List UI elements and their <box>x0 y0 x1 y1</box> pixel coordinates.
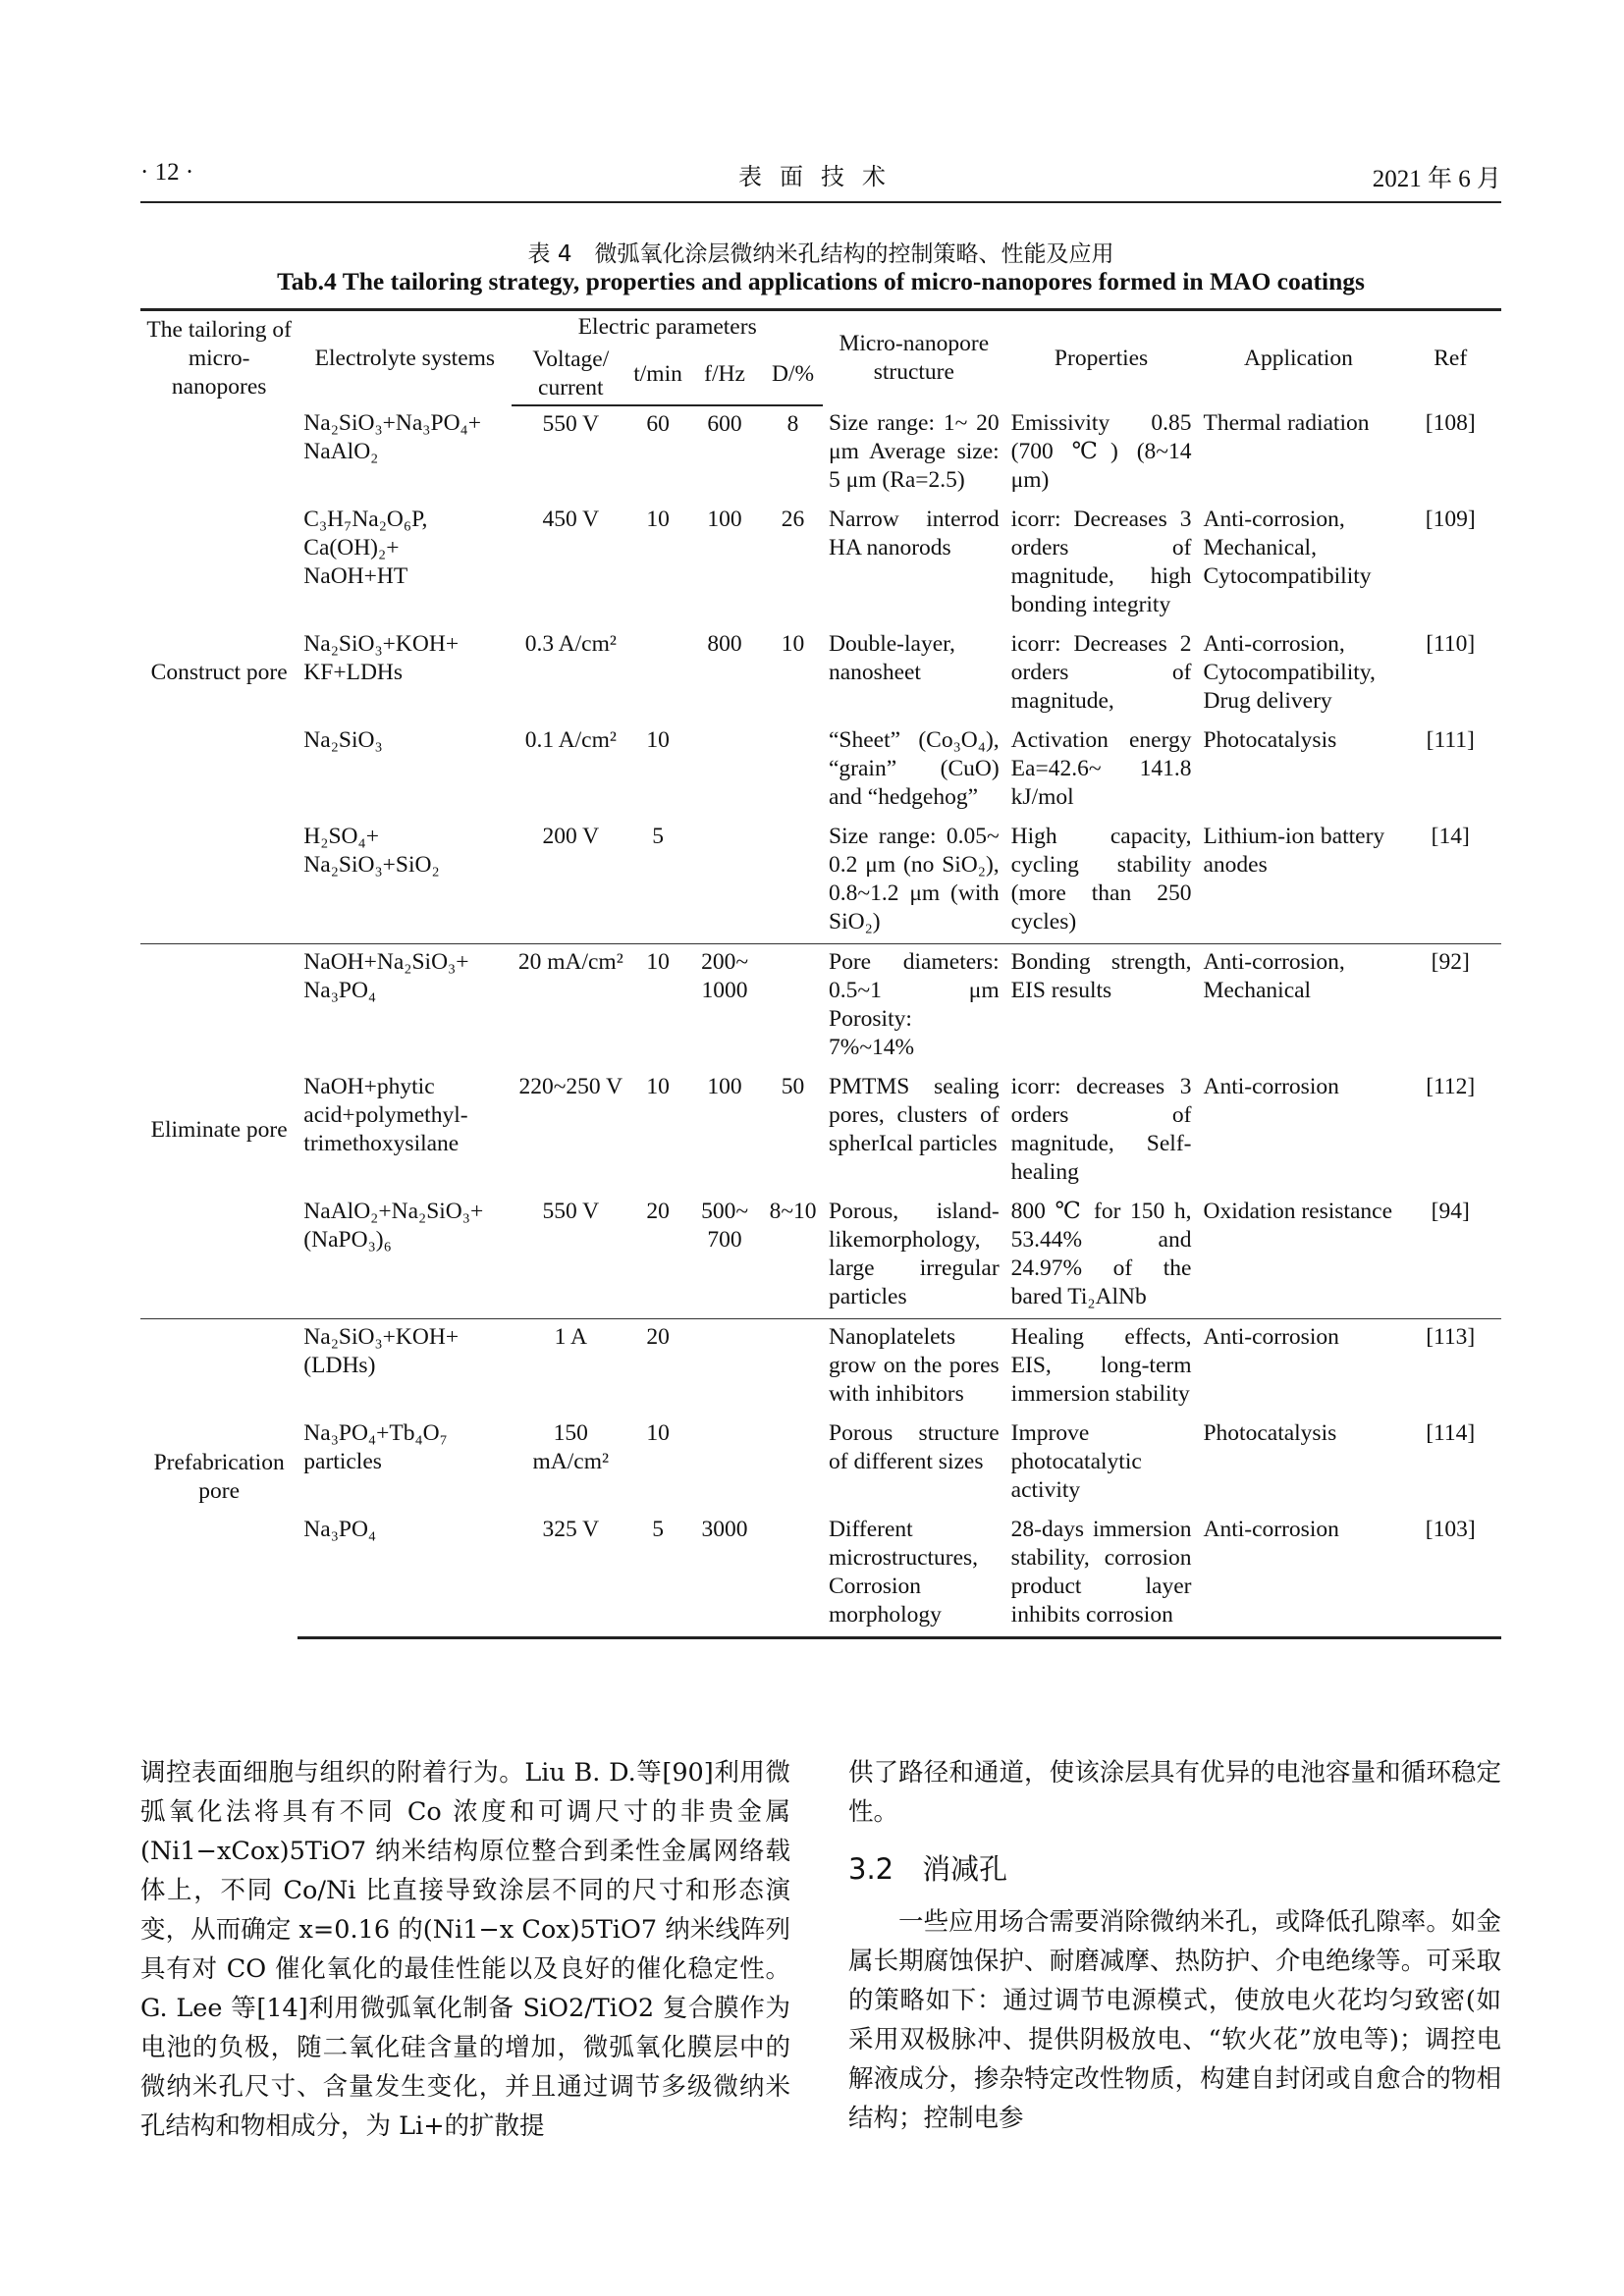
cell-f: 100 <box>707 1074 742 1099</box>
cell-electrolyte: Na₂SiO₃ <box>303 727 383 753</box>
table-caption-en: Tab.4 The tailoring strategy, properties and applications of micro-nanopores formed in MAO coatings <box>277 267 1365 295</box>
group-label: Eliminate pore <box>140 944 298 1319</box>
cell-t: 20 <box>629 1319 686 1416</box>
col-electric: Electric parameters <box>512 310 823 345</box>
cell-f: 500~ 700 <box>701 1199 749 1253</box>
cell-t: 5 <box>629 1512 686 1638</box>
col-properties: Properties <box>1005 310 1198 406</box>
cell-ref: [109] <box>1425 507 1476 532</box>
cell-structure: “Sheet” (Co₃O₄), “grain” (CuO) and “hedgehog” <box>829 727 1000 810</box>
cell-d <box>763 1319 823 1416</box>
cell-application: Photocatalysis <box>1203 1420 1337 1446</box>
cell-application: Anti-corrosion, Mechanical, Cytocompatibility <box>1203 507 1372 589</box>
cell-f <box>686 1319 763 1416</box>
cell-structure: PMTMS sealing pores, clusters of spherIcal particles <box>829 1074 1000 1156</box>
table-row <box>140 405 1501 502</box>
body-left-paragraph: 调控表面细胞与组织的附着行为。Liu B. D.等[90]利用微弧氧化法将具有不同 Co 浓度和可调尺寸的非贵金属(Ni1−xCox)5TiO7 纳米结构原位整合到柔性金属网络载体上，不同 Co/Ni 比直接导致涂层不同的尺寸和形态演变，从而确定 x=0.16 的(Ni1−x Cox)5TiO7 纳米线阵列具有对 CO 催化氧化的最佳性能以及良好的催化稳定性。G. Lee 等[14]利用微弧氧化制备 SiO2/TiO2 复合膜作为电池的负极，随二氧化硅含量的增加，微弧氧化膜层中的微纳米孔尺寸、含量发生变化，并且通过调节多级微纳米孔结构和物相成分，为 Li+的扩散提 <box>140 1758 790 2141</box>
col-tailoring: The tailoring of micro-nanopores <box>140 310 298 406</box>
cell-d: 10 <box>781 631 805 657</box>
table-row <box>140 1069 1501 1194</box>
cell-electrolyte: H₂SO₄+ Na₂SiO₃+SiO₂ <box>303 824 440 878</box>
data-table <box>140 308 1501 1639</box>
cell-t: 10 <box>646 1420 670 1446</box>
cell-ref: [112] <box>1426 1074 1476 1099</box>
cell-t: 20 <box>646 1199 670 1224</box>
cell-t <box>629 626 686 722</box>
cell-application: Oxidation resistance <box>1203 1199 1392 1224</box>
body-left-column <box>140 1753 790 2146</box>
section-heading: 3.2 消减孔 <box>848 1852 1008 1886</box>
col-time: t/min <box>629 344 686 405</box>
journal-title: 表面技术 <box>738 163 903 190</box>
col-electrolyte: Electrolyte systems <box>298 310 512 406</box>
page-number: · 12 · <box>140 159 194 186</box>
cell-ref: [113] <box>1399 1319 1501 1416</box>
cell-voltage: 450 V <box>542 507 600 532</box>
cell-d: 8 <box>786 411 799 437</box>
cell-ref: [110] <box>1426 631 1476 657</box>
group-construct <box>140 405 1501 944</box>
cell-t: 10 <box>646 507 670 532</box>
col-frequency: f/Hz <box>686 344 763 405</box>
cell-ref: [108] <box>1425 410 1476 436</box>
cell-electrolyte: Na₂SiO₃+Na₃PO₄+ NaAlO₂ <box>303 410 481 464</box>
group-eliminate <box>140 944 1501 1319</box>
cell-voltage: 0.1 A/cm² <box>524 727 617 753</box>
cell-d <box>763 1512 823 1638</box>
table-row <box>140 1512 1501 1638</box>
body-right-paragraph: 一些应用场合需要消除微纳米孔，或降低孔隙率。如金属长期腐蚀保护、耐磨减摩、热防护、介电绝缘等。可采取的策略如下：通过调节电源模式，使放电火花均匀致密(如采用双极脉冲、提供阴极放电、“软火花”放电等)；调控电解液成分，掺杂特定改性物质，构建自封闭或自愈合的物相结构；控制电参 <box>848 1907 1501 2133</box>
cell-electrolyte: C₃H₇Na₂O₆P, Ca(OH)₂+ NaOH+HT <box>303 507 428 589</box>
col-ref: Ref <box>1399 310 1501 406</box>
table-row <box>140 1319 1501 1416</box>
cell-properties: 28-days immersion stability, corrosion product layer inhibits corrosion <box>1005 1512 1198 1638</box>
cell-properties: icorr: decreases 3 orders of magnitude, Self-healing <box>1010 1074 1192 1185</box>
cell-properties: Activation energy Ea=42.6~ 141.8 kJ/mol <box>1010 727 1192 810</box>
cell-f: 3000 <box>686 1512 763 1638</box>
cell-structure: Size range: 1~ 20 μm Average size: 5 μm (Ra=2.5) <box>829 410 1000 493</box>
cell-d: 26 <box>781 507 805 532</box>
cell-structure: Narrow interrod HA nanorods <box>829 507 1000 561</box>
cell-properties: High capacity, cycling stability (more than 250 cycles) <box>1010 824 1192 934</box>
cell-t: 10 <box>646 1074 670 1099</box>
cell-t: 10 <box>629 944 686 1070</box>
cell-electrolyte: Na₃PO₄+Tb₄O₇ particles <box>303 1420 448 1474</box>
cell-application: Thermal radiation <box>1203 410 1370 436</box>
cell-properties: 800 ℃ for 150 h, 53.44% and 24.97% of the bared Ti₂AlNb <box>1010 1199 1192 1309</box>
cell-t: 5 <box>652 824 664 849</box>
table-row <box>140 626 1501 722</box>
cell-t: 60 <box>646 411 670 437</box>
cell-d <box>763 722 823 819</box>
table-row <box>140 944 1501 1070</box>
cell-electrolyte: Na₂SiO₃+KOH+ KF+LDHs <box>303 631 460 685</box>
table-row <box>140 1415 1501 1512</box>
col-voltage: Voltage/ current <box>512 344 629 405</box>
group-prefabrication <box>140 1319 1501 1638</box>
body-right-continuation: 供了路径和通道，使该涂层具有优异的电池容量和循环稳定性。 <box>848 1758 1501 1827</box>
header-rule <box>140 201 1501 203</box>
cell-application: Anti-corrosion, Mechanical <box>1197 944 1399 1070</box>
table-row <box>140 819 1501 944</box>
cell-electrolyte: NaOH+Na₂SiO₃+ Na₃PO₄ <box>298 944 512 1070</box>
cell-ref: [111] <box>1426 727 1475 753</box>
cell-properties: Emissivity 0.85 (700 ℃) (8~14 μm) <box>1010 410 1192 493</box>
issue-date: 2021 年 6 月 <box>1372 166 1501 192</box>
cell-d <box>763 944 823 1070</box>
cell-voltage: 220~250 V <box>518 1074 623 1099</box>
cell-properties: Bonding strength, EIS results <box>1005 944 1198 1070</box>
cell-ref: [14] <box>1431 824 1470 849</box>
cell-properties: icorr: Decreases 2 orders of magnitude, <box>1010 631 1192 714</box>
cell-application: Anti-corrosion, Cytocompatibility, Drug delivery <box>1203 631 1376 714</box>
cell-properties: Healing effects, EIS, long-term immersion stability <box>1005 1319 1198 1416</box>
cell-f: 800 <box>707 631 742 657</box>
cell-application: Anti-corrosion <box>1197 1512 1399 1638</box>
cell-structure: Nanoplatelets grow on the pores with inhibitors <box>823 1319 1005 1416</box>
cell-application: Photocatalysis <box>1203 727 1337 753</box>
table-row <box>140 1194 1501 1319</box>
cell-f: 100 <box>707 507 742 532</box>
cell-ref: [92] <box>1399 944 1501 1070</box>
cell-f: 200~ 1000 <box>686 944 763 1070</box>
table-row <box>140 502 1501 626</box>
cell-f <box>686 1415 763 1512</box>
body-right-column <box>848 1753 1501 2138</box>
col-application: Application <box>1197 310 1399 406</box>
cell-electrolyte: Na₃PO₄ <box>298 1512 512 1638</box>
group-label: Construct pore <box>150 660 288 685</box>
cell-voltage: 0.3 A/cm² <box>524 631 617 657</box>
cell-properties: icorr: Decreases 3 orders of magnitude, high bonding integrity <box>1010 507 1192 617</box>
cell-voltage: 550 V <box>542 1199 600 1224</box>
cell-t: 10 <box>646 727 670 753</box>
cell-voltage: 550 V <box>542 411 600 437</box>
cell-d <box>763 1415 823 1512</box>
cell-ref: [114] <box>1426 1420 1476 1446</box>
cell-application: Anti-corrosion <box>1197 1319 1399 1416</box>
col-structure: Micro-nanopore structure <box>823 310 1005 406</box>
cell-structure: Size range: 0.05~ 0.2 μm (no SiO₂), 0.8~1.2 μm (with SiO₂) <box>829 824 1000 934</box>
cell-structure: Double-layer, nanosheet <box>829 631 955 685</box>
cell-application: Lithium-ion battery anodes <box>1203 824 1385 878</box>
cell-voltage: 1 A <box>512 1319 629 1416</box>
cell-properties: Improve photocatalytic activity <box>1010 1420 1142 1503</box>
cell-electrolyte: NaOH+phytic acid+polymethyl-trimethoxysilane <box>303 1074 468 1156</box>
cell-f <box>686 819 763 944</box>
cell-ref: [103] <box>1399 1512 1501 1638</box>
cell-voltage: 20 mA/cm² <box>512 944 629 1070</box>
group-label: Prefabrication pore <box>140 1319 298 1638</box>
cell-voltage: 150 mA/cm² <box>532 1420 610 1474</box>
col-duty: D/% <box>763 344 823 405</box>
cell-f: 600 <box>707 411 742 437</box>
cell-d: 50 <box>781 1074 805 1099</box>
cell-application: Anti-corrosion <box>1203 1074 1339 1099</box>
cell-voltage: 325 V <box>512 1512 629 1638</box>
table-caption-cn: 表 4 微弧氧化涂层微纳米孔结构的控制策略、性能及应用 <box>527 241 1114 267</box>
cell-structure: Different microstructures, Corrosion morphology <box>823 1512 1005 1638</box>
cell-d <box>763 819 823 944</box>
cell-ref: [94] <box>1431 1199 1470 1224</box>
cell-electrolyte: NaAlO₂+Na₂SiO₃+ (NaPO₃)₆ <box>303 1199 484 1253</box>
cell-d: 8~10 <box>769 1199 817 1224</box>
table-row <box>140 722 1501 819</box>
cell-structure: Porous structure of different sizes <box>829 1420 1000 1474</box>
cell-voltage: 200 V <box>542 824 600 849</box>
cell-structure: Porous, island-likemorphology, large irregular particles <box>829 1199 1000 1309</box>
cell-electrolyte: Na₂SiO₃+KOH+ (LDHs) <box>298 1319 512 1416</box>
cell-f <box>686 722 763 819</box>
cell-structure: Pore diameters: 0.5~1 μm Porosity: 7%~14% <box>823 944 1005 1070</box>
page-header <box>140 155 1501 194</box>
